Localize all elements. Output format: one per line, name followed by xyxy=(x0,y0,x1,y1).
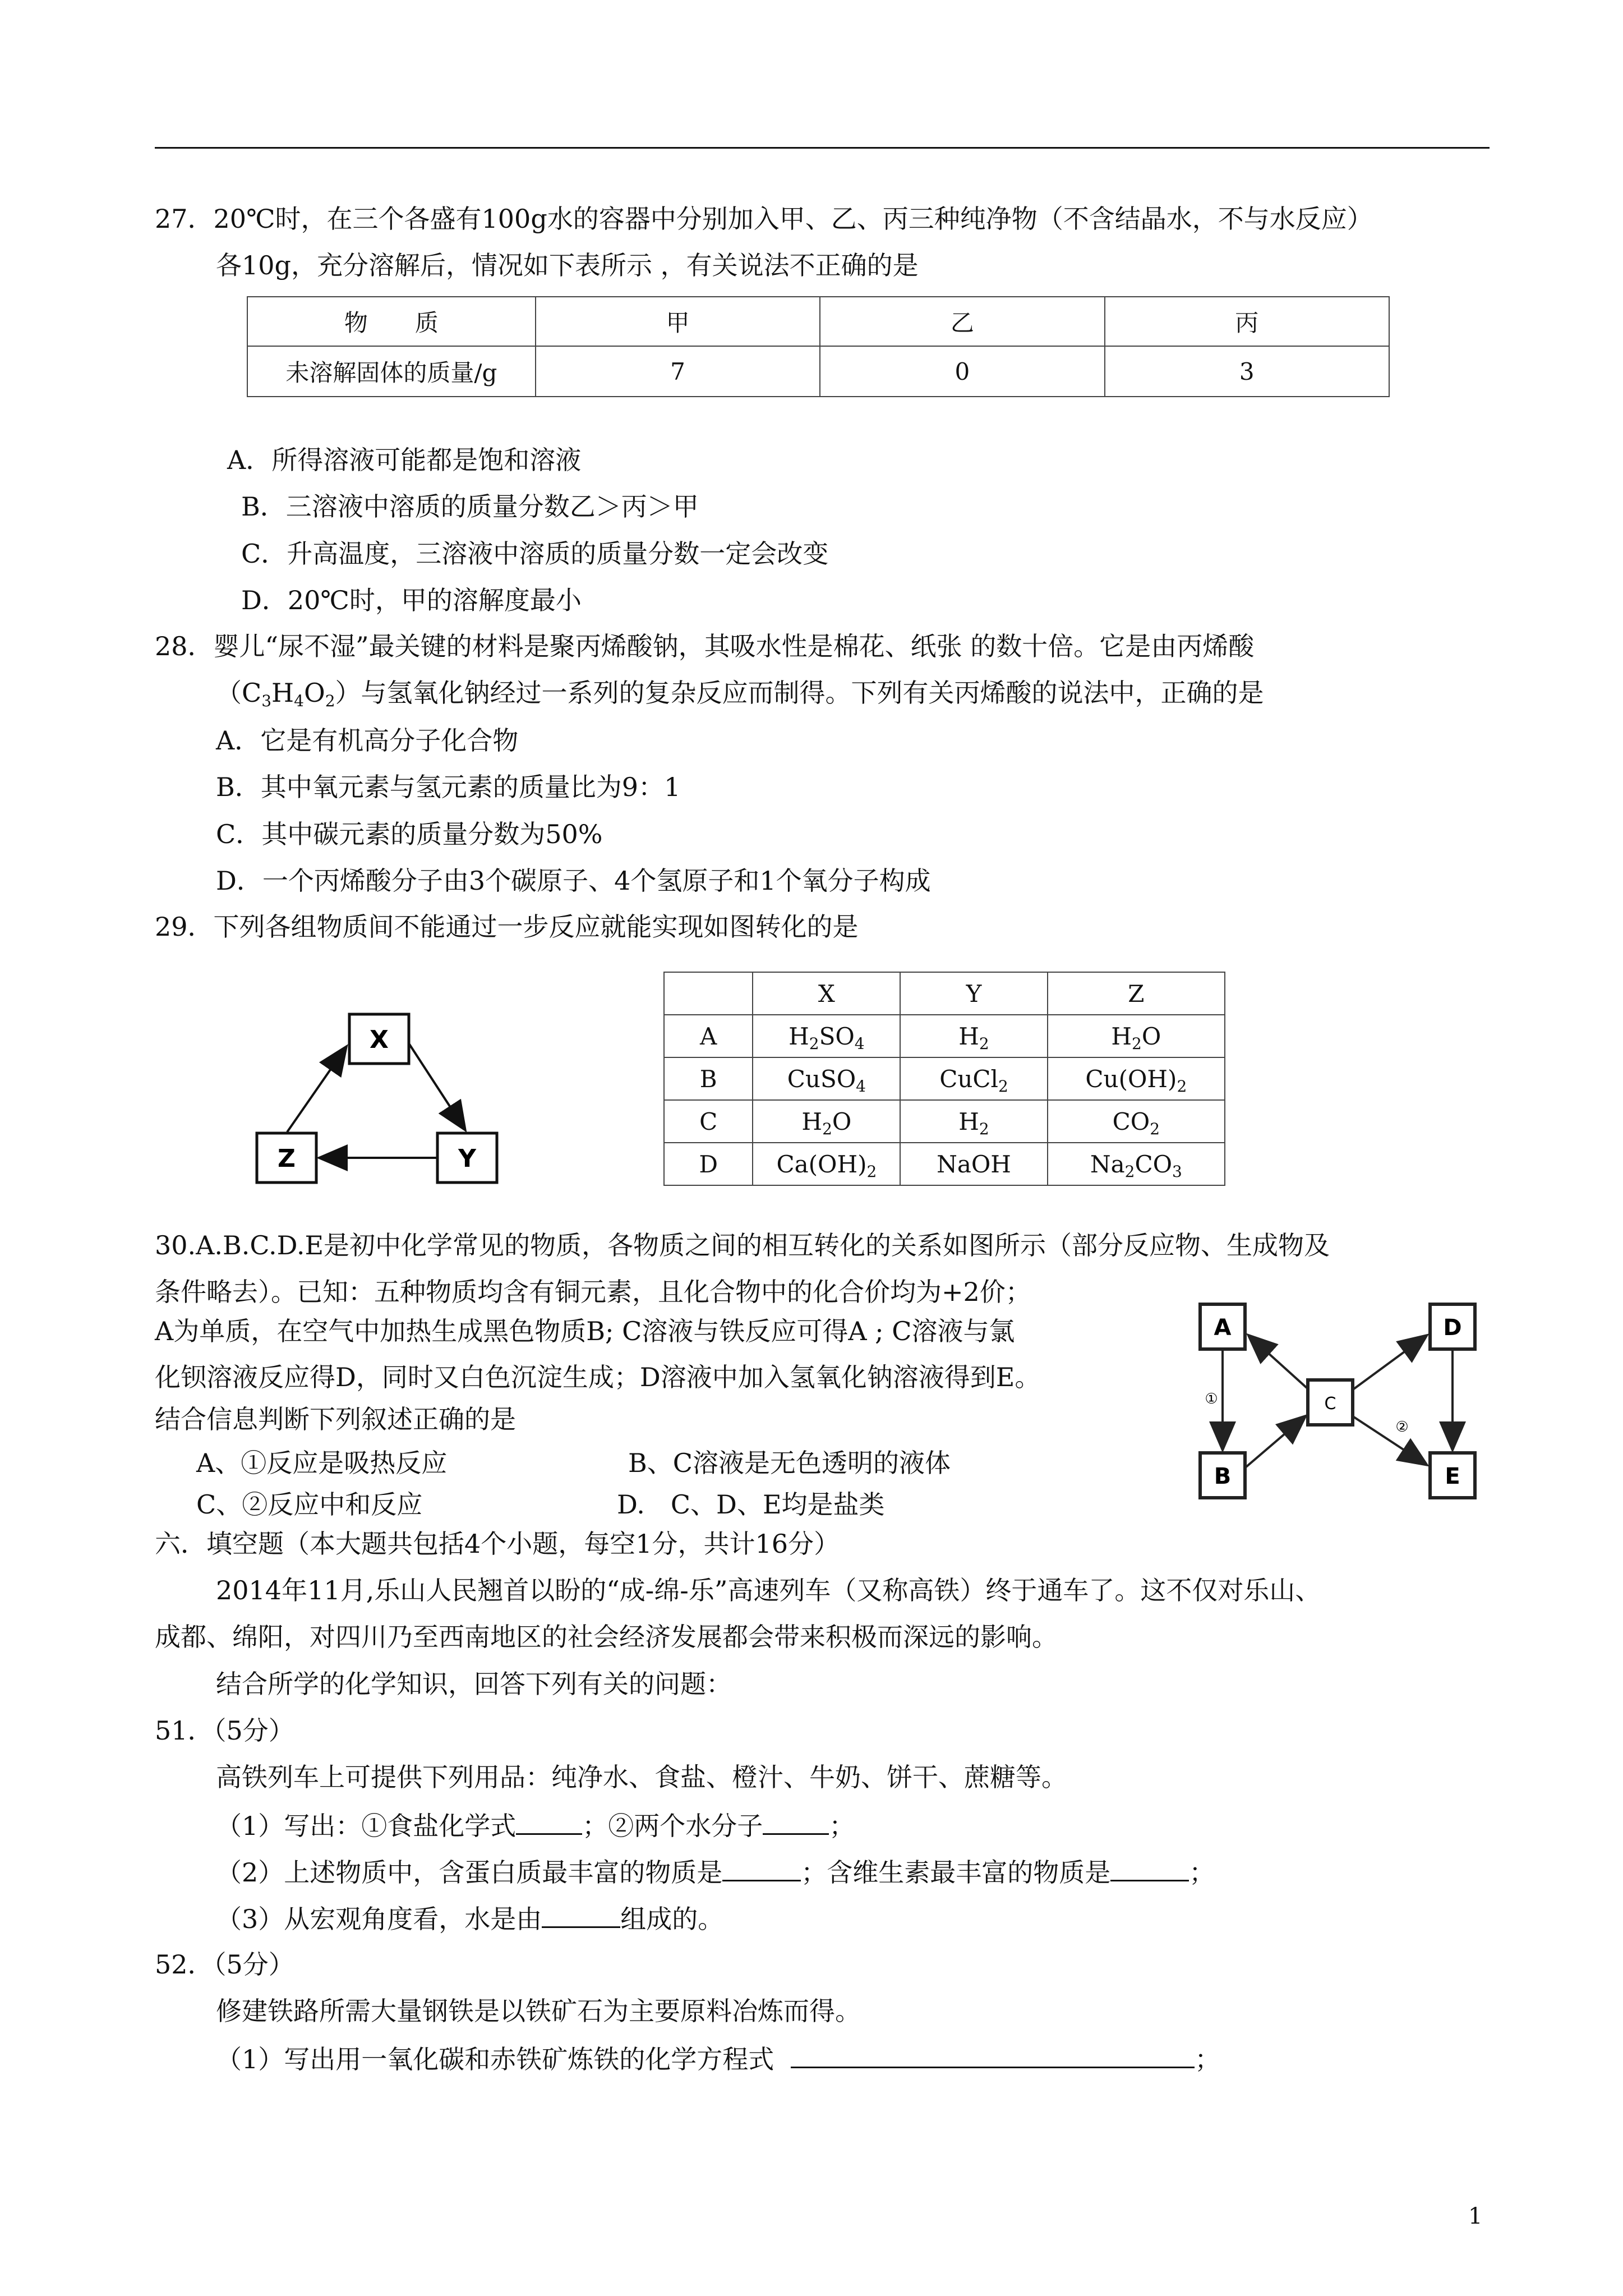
subscript: 2 xyxy=(1177,1076,1187,1096)
arrow-z-to-x xyxy=(287,1048,345,1132)
reaction-marker-1: ① xyxy=(1205,1391,1218,1407)
table-header-cell xyxy=(664,972,753,1015)
table-cell xyxy=(900,1057,1047,1100)
reaction-marker-2: ② xyxy=(1395,1419,1409,1435)
q28-option-d: D．一个丙烯酸分子由3个碳原子、4个氢原子和1个氧分子构成 xyxy=(216,866,931,896)
subscript: 2 xyxy=(1132,1034,1142,1053)
table-cell xyxy=(753,1057,900,1100)
q27-option-d: D．20℃时，甲的溶解度最小 xyxy=(241,585,582,615)
subscript: 3 xyxy=(1172,1162,1182,1181)
table-header-cell: Y xyxy=(900,972,1047,1015)
subscript: 2 xyxy=(1150,1119,1160,1138)
table-header-cell: X xyxy=(753,972,900,1015)
q29-cycle-diagram xyxy=(247,1004,516,1195)
text-span: ； xyxy=(829,1811,855,1841)
q30-relation-diagram xyxy=(1183,1285,1497,1520)
q51-stem: 高铁列车上可提供下列用品：纯净水、食盐、橙汁、牛奶、饼干、蔗糖等。 xyxy=(216,1762,1067,1792)
q52-head: 52．（5分） xyxy=(155,1949,294,1980)
subscript: 4 xyxy=(854,1034,865,1053)
q27-option-b: B．三溶液中溶质的质量分数乙＞丙＞甲 xyxy=(241,491,699,522)
text-span: O xyxy=(303,678,325,708)
text-span: （1）写出：①食盐化学式 xyxy=(216,1811,517,1841)
text-span: CuSO xyxy=(787,1065,856,1093)
subscript: 2 xyxy=(979,1119,989,1138)
text-span: （2）上述物质中，含蛋白质最丰富的物质是 xyxy=(216,1857,723,1888)
text-span: ；含维生素最丰富的物质是 xyxy=(801,1857,1111,1888)
q30-line3: A为单质，在空气中加热生成黑色物质B; C溶液与铁反应可得A ; C溶液与氯 xyxy=(155,1316,1015,1346)
q29-table xyxy=(663,972,1225,1186)
table-header-cell: 乙 xyxy=(820,297,1104,346)
table-cell xyxy=(1048,1015,1225,1057)
subscript: 2 xyxy=(822,1119,832,1138)
section6-intro-line1: 2014年11月,乐山人民翘首以盼的“成-绵-乐”高速列车（又称高铁）终于通车了。这不仅对乐山、 xyxy=(216,1575,1321,1605)
q30-line1: 30.A.B.C.D.E是初中化学常见的物质，各物质之间的相互转化的关系如图所示（部分反应物、生成物及 xyxy=(155,1230,1330,1260)
q51-part1 xyxy=(216,1807,855,1843)
text-span: CO xyxy=(1112,1107,1150,1135)
subscript: 2 xyxy=(325,692,335,710)
q28-stem-line1: 28．婴儿“尿不湿”最关键的材料是聚丙烯酸钠，其吸水性是棉花、纸张 的数十倍。它是由丙烯酸 xyxy=(155,631,1255,661)
q30-option-a: A、①反应是吸热反应 xyxy=(196,1448,448,1478)
q30-line2: 条件略去）。已知：五种物质均含有铜元素，且化合物中的化合价均为+2价； xyxy=(155,1277,1031,1307)
node-z-label: Z xyxy=(278,1144,296,1173)
text-span: ）与氢氧化钠经过一系列的复杂反应而制得。下列有关丙烯酸的说法中，正确的是 xyxy=(335,678,1264,708)
text-span: O xyxy=(1141,1022,1161,1050)
table-cell xyxy=(1048,1143,1225,1185)
table-header-cell: 物 质 xyxy=(247,297,536,346)
section6-intro-line3: 结合所学的化学知识，回答下列有关的问题： xyxy=(216,1669,732,1699)
subscript: 4 xyxy=(294,692,304,710)
table-header-cell: Z xyxy=(1048,972,1225,1015)
table-cell xyxy=(900,1100,1047,1143)
q29-stem: 29．下列各组物质间不能通过一步反应就能实现如图转化的是 xyxy=(155,912,859,942)
q51-head: 51．（5分） xyxy=(155,1715,294,1746)
answer-blank[interactable] xyxy=(763,1807,829,1835)
text-span: ；②两个水分子 xyxy=(582,1811,763,1841)
subscript: 2 xyxy=(1124,1162,1135,1181)
q27-stem-line2: 各10g，充分溶解后，情况如下表所示 ，有关说法不正确的是 xyxy=(216,250,919,280)
text-span: ； xyxy=(1195,2044,1221,2074)
text-span: Ca(OH) xyxy=(776,1150,867,1178)
q27-option-a: A．所得溶液可能都是饱和溶液 xyxy=(227,445,582,475)
table-cell xyxy=(900,1143,1047,1185)
node-a-label: A xyxy=(1214,1315,1232,1341)
text-span: 组成的。 xyxy=(620,1904,724,1934)
text-span: CO xyxy=(1135,1150,1173,1178)
table-cell xyxy=(900,1015,1047,1057)
table-cell: 7 xyxy=(536,346,820,397)
table-row xyxy=(664,1143,1225,1185)
section6-intro-line2: 成都、绵阳，对四川乃至西南地区的社会经济发展都会带来积极而深远的影响。 xyxy=(155,1622,1058,1652)
text-span: H xyxy=(271,678,294,708)
q27-stem-line1: 27．20℃时，在三个各盛有100g水的容器中分别加入甲、乙、丙三种纯净物（不含结晶水，不与水反应） xyxy=(155,204,1373,234)
text-span: （1）写出用一氧化碳和赤铁矿炼铁的化学方程式 xyxy=(216,2044,774,2074)
q30-option-d: D. C、D、E均是盐类 xyxy=(617,1489,885,1520)
q51-part2 xyxy=(216,1854,1215,1889)
subscript: 2 xyxy=(866,1162,877,1181)
answer-blank[interactable] xyxy=(542,1901,620,1928)
table-cell xyxy=(1048,1057,1225,1100)
node-b-label: B xyxy=(1214,1464,1232,1489)
table-cell: D xyxy=(664,1143,753,1185)
text-span: SO xyxy=(819,1022,855,1050)
text-span: Na xyxy=(1090,1150,1125,1178)
table-cell: A xyxy=(664,1015,753,1057)
q52-stem: 修建铁路所需大量钢铁是以铁矿石为主要原料冶炼而得。 xyxy=(216,1996,861,2026)
arrow-x-to-y xyxy=(409,1043,464,1129)
table-cell xyxy=(753,1143,900,1185)
subscript: 2 xyxy=(809,1034,819,1053)
header-rule xyxy=(155,147,1490,149)
q30-option-b: B、C溶液是无色透明的液体 xyxy=(628,1448,951,1478)
arrow-c-to-a xyxy=(1249,1336,1307,1388)
q30-option-c: C、②反应中和反应 xyxy=(196,1489,423,1520)
table-cell xyxy=(1048,1100,1225,1143)
node-e-label: E xyxy=(1445,1464,1460,1489)
node-x-label: X xyxy=(370,1025,389,1054)
text-span: NaOH xyxy=(937,1150,1011,1178)
node-y-label: Y xyxy=(458,1144,476,1173)
table-cell: 3 xyxy=(1105,346,1389,397)
table-cell: 未溶解固体的质量/g xyxy=(247,346,536,397)
arrow-c-to-d xyxy=(1354,1336,1426,1389)
section6-title: 六．填空题（本大题共包括4个小题，每空1分，共计16分） xyxy=(155,1529,840,1559)
table-row xyxy=(664,1015,1225,1057)
q28-option-c: C．其中碳元素的质量分数为50% xyxy=(216,819,603,849)
subscript: 2 xyxy=(979,1034,989,1053)
text-span: （C xyxy=(216,678,262,708)
q28-stem-line2 xyxy=(216,676,1264,710)
table-row xyxy=(247,297,1389,346)
answer-blank[interactable] xyxy=(516,1807,582,1835)
q30-line4: 化钡溶液反应得D，同时又白色沉淀生成；D溶液中加入氢氧化钠溶液得到E。 xyxy=(155,1362,1041,1392)
subscript: 4 xyxy=(856,1076,866,1096)
node-d-label: D xyxy=(1443,1315,1462,1341)
text-span: Cu(OH) xyxy=(1085,1065,1177,1093)
table-row xyxy=(664,1057,1225,1100)
arrow-c-to-e xyxy=(1354,1417,1426,1464)
q51-part3 xyxy=(216,1901,723,1936)
table-header-cell: 甲 xyxy=(536,297,820,346)
q28-option-a: A．它是有机高分子化合物 xyxy=(216,725,519,756)
text-span: O xyxy=(832,1107,852,1135)
text-span: H xyxy=(1111,1022,1132,1050)
table-cell xyxy=(753,1100,900,1143)
table-row xyxy=(664,1100,1225,1143)
text-span: ； xyxy=(1189,1857,1215,1888)
text-span: CuCl xyxy=(939,1065,998,1093)
table-row xyxy=(664,972,1225,1015)
text-span: （3）从宏观角度看，水是由 xyxy=(216,1904,542,1934)
q52-part1 xyxy=(216,2041,1220,2076)
answer-blank[interactable] xyxy=(791,2041,1195,2068)
subscript: 3 xyxy=(261,692,272,710)
table-cell: 0 xyxy=(820,346,1104,397)
q27-option-c: C．升高温度，三溶液中溶质的质量分数一定会改变 xyxy=(241,539,829,569)
q30-line5: 结合信息判断下列叙述正确的是 xyxy=(155,1404,516,1434)
table-cell xyxy=(753,1015,900,1057)
table-cell: B xyxy=(664,1057,753,1100)
q27-table xyxy=(247,296,1390,397)
subscript: 2 xyxy=(998,1076,1008,1096)
node-c-label: C xyxy=(1324,1394,1336,1414)
arrow-b-to-c xyxy=(1246,1417,1304,1467)
text-span: H xyxy=(958,1107,979,1135)
table-header-cell: 丙 xyxy=(1105,297,1389,346)
text-span: H xyxy=(801,1107,823,1135)
table-cell: C xyxy=(664,1100,753,1143)
answer-blank[interactable] xyxy=(722,1854,801,1881)
page-number: 1 xyxy=(1468,2203,1483,2229)
text-span: H xyxy=(958,1022,979,1050)
q28-option-b: B．其中氧元素与氢元素的质量比为9：1 xyxy=(216,772,681,802)
text-span: H xyxy=(789,1022,809,1050)
answer-blank[interactable] xyxy=(1110,1854,1189,1881)
table-row xyxy=(247,346,1389,397)
